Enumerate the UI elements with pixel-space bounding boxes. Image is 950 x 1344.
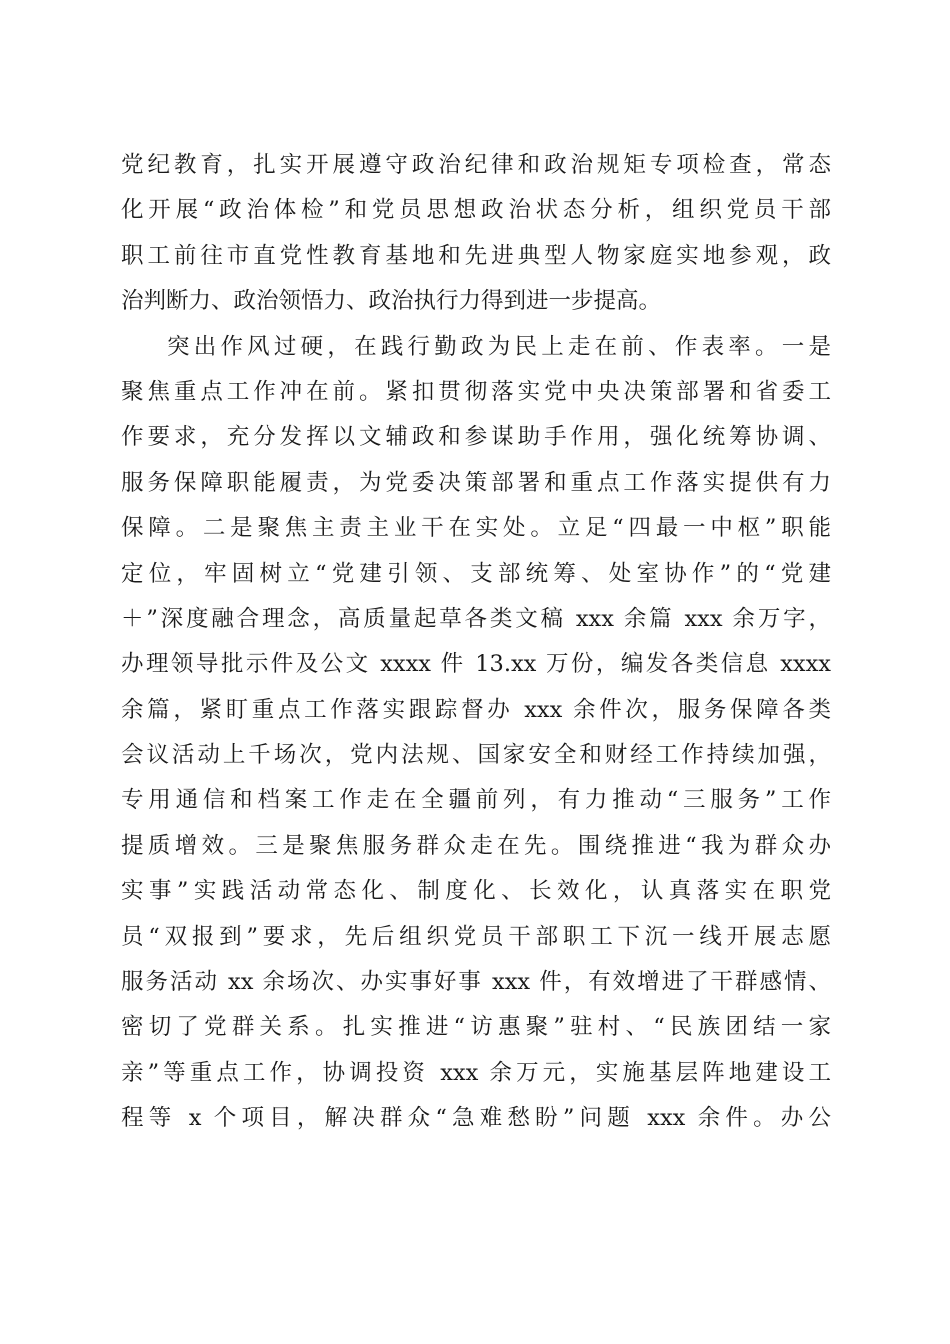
text-line: 服务保障职能履责，为党委决策部署和重点工作落实提供有力 xyxy=(121,469,831,496)
text-line: 余篇，紧盯重点工作落实跟踪督办 xxx 余件次，服务保障各类 xyxy=(121,696,831,723)
text-line: 提质增效。三是聚焦服务群众走在先。围绕推进“我为群众办 xyxy=(121,832,831,859)
paragraph-work-style xyxy=(121,325,831,1142)
text-line: 会议活动上千场次，党内法规、国家安全和财经工作持续加强， xyxy=(121,742,831,769)
text-line: 定位，牢固树立“党建引领、支部统筹、处室协作”的“党建 xyxy=(121,560,831,587)
text-line: 作要求，充分发挥以文辅政和参谋助手作用，强化统筹协调、 xyxy=(121,424,831,451)
text-line: 突出作风过硬，在践行勤政为民上走在前、作表率。一是 xyxy=(167,333,831,360)
text-line: 聚焦重点工作冲在前。紧扣贯彻落实党中央决策部署和省委工 xyxy=(121,378,831,405)
text-line: 员“双报到”要求，先后组织党员干部职工下沉一线开展志愿 xyxy=(121,923,831,950)
text-line: 密切了党群关系。扎实推进“访惠聚”驻村、“民族团结一家 xyxy=(121,1014,831,1041)
text-line: 职工前往市直党性教育基地和先进典型人物家庭实地参观，政 xyxy=(121,242,831,269)
text-line: 专用通信和档案工作走在全疆前列，有力推动“三服务”工作 xyxy=(121,787,831,814)
text-line: 党纪教育，扎实开展遵守政治纪律和政治规矩专项检查，常态 xyxy=(121,152,831,178)
text-line: 保障。二是聚焦主责主业干在实处。立足“四最一中枢”职能 xyxy=(121,515,831,542)
text-line: 服务活动 xx 余场次、办实事好事 xxx 件，有效增进了干群感情、 xyxy=(121,969,831,996)
paragraph-party-discipline xyxy=(121,143,831,325)
text-line: 亲”等重点工作，协调投资 xxx 余万元，实施基层阵地建设工 xyxy=(121,1059,831,1086)
text-line: 实事”实践活动常态化、制度化、长效化，认真落实在职党 xyxy=(121,878,831,905)
text-line: 办理领导批示件及公文 xxxx 件 13.xx 万份，编发各类信息 xxxx xyxy=(121,651,831,678)
text-line: 化开展“政治体检”和党员思想政治状态分析，组织党员干部 xyxy=(121,197,831,224)
text-line: 治判断力、政治领悟力、政治执行力得到进一步提高。 xyxy=(121,288,662,315)
body-text xyxy=(121,143,831,1142)
text-line: ＋”深度融合理念，高质量起草各类文稿 xxx 余篇 xxx 余万字， xyxy=(121,605,831,632)
text-line: 程等 x 个项目，解决群众“急难愁盼”问题 xxx 余件。办公 xyxy=(121,1105,831,1132)
